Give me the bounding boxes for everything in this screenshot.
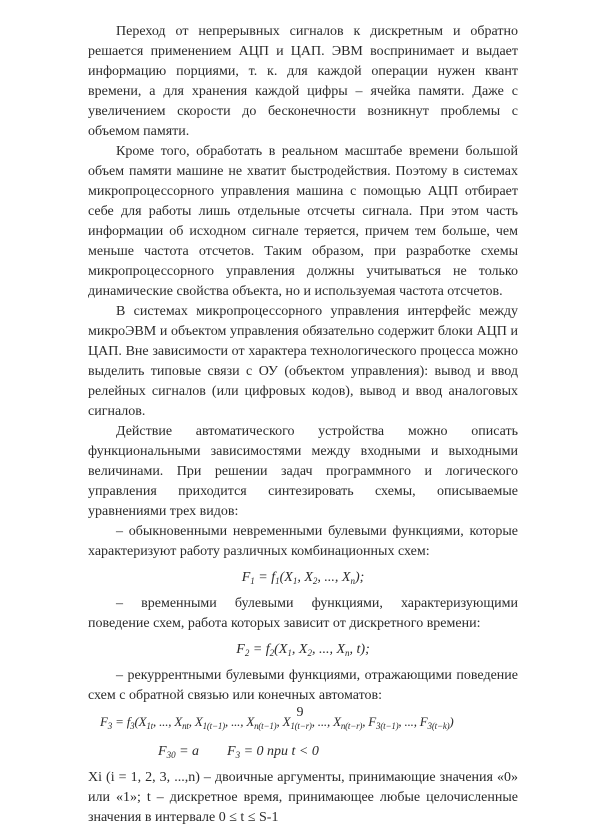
paragraph-temporal: – временными булевыми функциями, характеризующими поведение схем, работа которых зависит от дискретного времени: bbox=[88, 596, 518, 631]
formula-f3-arg: X bbox=[246, 714, 255, 729]
formula-f3-arg: ... bbox=[404, 714, 414, 729]
formula-f2: $F_2 = f_2(X_1$, $X_2$, ..., $X_n$, t); bbox=[236, 642, 370, 658]
paragraph-sampling: Кроме того, обработать в реальном масштабе времени большой объем памяти машине не хватит быстродействия. Поэтому в системах микропроцессорного управления машина с помощью АЦП отбирает себе для работы лишь отдельные отсчеты сигнала. При этом часть информации об исходном сигнале теряется, причем тем больше, чем меньше частота отсчетов. Таким образом, при разработке схемы микропроцессорного управления должны учитываться не только динамические свойства объекта, но и используемая частота отсчетов. bbox=[88, 144, 518, 299]
page-number: 9 bbox=[296, 705, 304, 720]
paragraph-recurrent: – рекуррентными булевыми функциями, отражающими поведение схем с обратной связью или конечных автоматов: bbox=[88, 668, 518, 703]
formula-f3-arg-subscript: 1t bbox=[146, 721, 153, 731]
formula-f3-arg: X bbox=[333, 714, 341, 729]
formula-f3-arg: X bbox=[138, 714, 147, 729]
formula-f3-arg-subscript: n(t−1) bbox=[254, 721, 277, 731]
paragraph-equation-types: Действие автоматического устройства можно описать функциональными зависимостями между входными и выходными величинами. При решении задач программного и логического управления приходится синтезировать схемы, описываемые уравнениями трех видов: bbox=[88, 424, 518, 519]
formula-f3-arg-subscript: 3(t−1) bbox=[376, 721, 399, 731]
paragraph-adc-dac: Переход от непрерывных сигналов к дискретным и обратно решается применением АЦП и ЦАП. ЭВМ воспринимает и выдает информацию порциями, т. к. для каждой операции нужен квант времени, а для хранения каждой цифры – ячейка памяти. Даже с увеличением скорости до бесконечности возникнут проблемы с объемом памяти. bbox=[88, 24, 518, 139]
formula-f3-arg-subscript: 1(t−1) bbox=[202, 721, 225, 731]
formula-f1: $F_1 = f_1(X_1$, $X_2$, ..., $X_n$); bbox=[241, 570, 365, 586]
formula-f3: $F_3 = f_3(X_{1t}$, ..., $X_{nt}$, $X_{1(t-1)}$, ..., $X_{n(t-1)}$, $X_{1(t-r)}$, ..., $X_{n(t-r)}$, $F_{3(t-1)}$, ..., $F_{3(t-k)}$) bbox=[100, 714, 454, 731]
formula-f3-arg: ... bbox=[231, 714, 241, 729]
paragraph-combinational: – обыкновенными невременными булевыми функциями, которые характеризуют работу различных комбинационных схем: bbox=[88, 524, 518, 559]
formula-f3-arg: F bbox=[419, 714, 428, 729]
formula-f3-arg-subscript: 3(t−k) bbox=[427, 721, 450, 731]
formula-f3-arg: X bbox=[282, 714, 291, 729]
formula-f3-arguments: $X_{1t}$, ..., $X_{nt}$, $X_{1(t-1)}$, ..., $X_{n(t-1)}$, $X_{1(t-r)}$, ..., $X_{n(t-r)}$, $F_{3(t-1)}$, ..., $F_{3(t-k)}$ bbox=[138, 714, 450, 731]
formula-f3-arg: ... bbox=[317, 714, 327, 729]
formula-f3-arg-subscript: 1(t−r) bbox=[290, 721, 312, 731]
formula-f3-arg-subscript: nt bbox=[182, 721, 189, 731]
formula-f3-arg: X bbox=[194, 714, 203, 729]
formula-f3-arg: X bbox=[174, 714, 183, 729]
formula-f3-arg: ... bbox=[159, 714, 169, 729]
formula-f3-arg: F bbox=[368, 714, 377, 729]
paragraph-interface: В системах микропроцессорного управления интерфейс между микроЭВМ и объектом управления обязательно содержит блоки АЦП и ЦАП. Вне зависимости от характера технологического процесса можно выделить типовые связи с ОУ (объектом управления): вывод и ввод релейных сигналов (или цифровых кодов), вывод и ввод аналоговых сигналов. bbox=[88, 304, 518, 419]
paragraph-definitions: Xi (i = 1, 2, 3, ...,n) – двоичные аргументы, принимающие значения «0» или «1»; t – дискретное время, принимающее любые целочисленные значения в интервале 0 ≤ t ≤ S-1 bbox=[88, 770, 518, 825]
formula-f3-arg-subscript: n(t−r) bbox=[340, 721, 363, 731]
formula-initial-conditions: $F_{30} = a$ $F_3 = 0$ при t < 0 bbox=[158, 744, 319, 760]
